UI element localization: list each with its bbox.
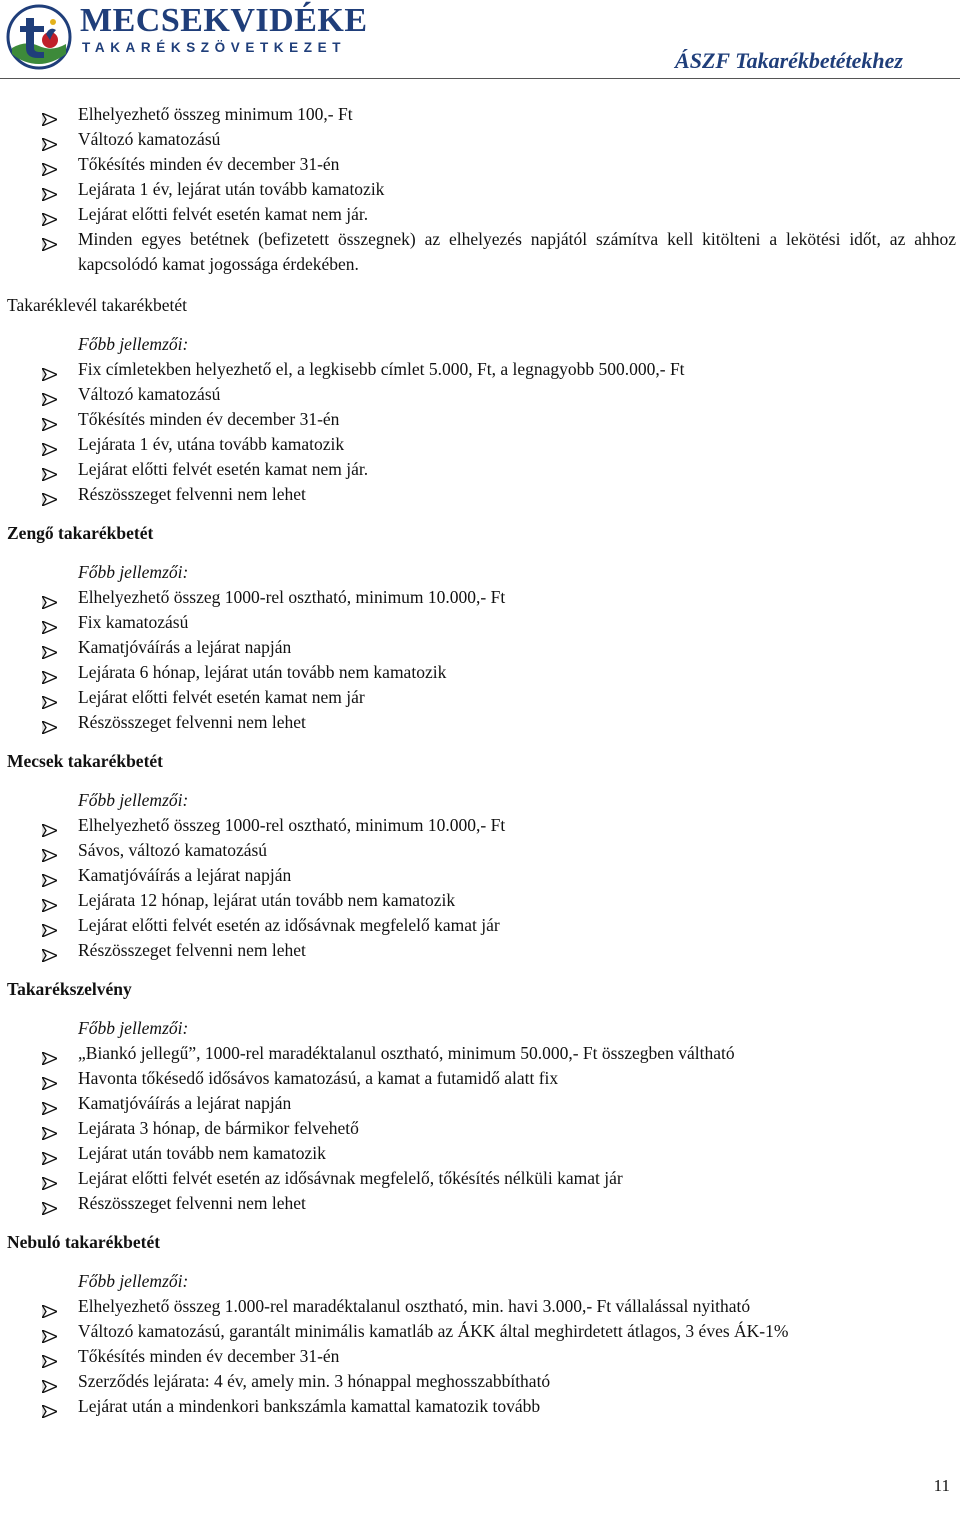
arrowhead-bullet-icon (42, 1325, 57, 1338)
list-item-text: Lejárat előtti felvét esetén kamat nem jár. (78, 459, 369, 479)
section-title: Mecsek takarékbetét (7, 751, 163, 771)
section (0, 977, 960, 1216)
list-item-text: Részösszeget felvenni nem lehet (78, 484, 306, 504)
arrowhead-bullet-icon (42, 1097, 57, 1110)
arrowhead-bullet-icon (42, 944, 57, 957)
arrowhead-bullet-icon (42, 388, 57, 401)
section-title: Takarékszelvény (7, 979, 132, 999)
arrowhead-bullet-icon (42, 666, 57, 679)
arrowhead-bullet-icon (42, 1122, 57, 1135)
list-item-text: Lejárat előtti felvét esetén az idősávnak megfelelő kamat jár (78, 915, 500, 935)
list-item-text: Fix kamatozású (78, 612, 189, 632)
arrowhead-bullet-icon (42, 844, 57, 857)
list-item-text: Lejárat előtti felvét esetén kamat nem jár (78, 687, 365, 707)
header-divider (0, 78, 960, 79)
list-item (0, 1141, 960, 1166)
arrowhead-bullet-icon (42, 233, 57, 246)
list-item-text: Tőkésítés minden év december 31-én (78, 409, 340, 429)
list-item (0, 357, 960, 382)
list-item (0, 457, 960, 482)
arrowhead-bullet-icon (42, 616, 57, 629)
list-item (0, 1319, 960, 1344)
list-item (0, 1066, 960, 1091)
arrowhead-bullet-icon (42, 1072, 57, 1085)
list-item (0, 710, 960, 735)
list-item-text: Részösszeget felvenni nem lehet (78, 1193, 306, 1213)
arrowhead-bullet-icon (42, 819, 57, 832)
list-item-text: Kamatjóváírás a lejárat napján (78, 865, 292, 885)
arrowhead-bullet-icon (42, 591, 57, 604)
list-item-text: Változó kamatozású (78, 384, 221, 404)
document-title: ÁSZF Takarékbetétekhez (675, 48, 903, 73)
list-item-text: Változó kamatozású (78, 129, 221, 149)
arrowhead-bullet-icon (42, 158, 57, 171)
list-item-text: Kamatjóváírás a lejárat napján (78, 637, 292, 657)
list-item (0, 432, 960, 457)
list-item (0, 938, 960, 963)
list-item-text: Minden egyes betétnek (befizetett összegnek) az elhelyezés napjától számítva kell kitölteni a lekötési időt, az ahhoz kapcsolódó kamat jogossága érdekében. (78, 229, 956, 274)
list-item-text: Lejárat előtti felvét esetén az idősávnak megfelelő, tőkésítés nélküli kamat jár (78, 1168, 623, 1188)
brand-name: MECSEKVIDÉKE (80, 2, 368, 39)
list-item (0, 1166, 960, 1191)
section-subheading: Főbb jellemzői: (78, 1271, 189, 1291)
list-item-text: Fix címletekben helyezhető el, a legkisebb címlet 5.000, Ft, a legnagyobb 500.000,- Ft (78, 359, 685, 379)
list-item (0, 1369, 960, 1394)
list-item-text: Tőkésítés minden év december 31-én (78, 1346, 340, 1366)
list-item (0, 863, 960, 888)
section-title: Zengő takarékbetét (7, 523, 154, 543)
section-subheading: Főbb jellemzői: (78, 562, 189, 582)
feature-list (0, 1294, 960, 1419)
list-item-text: Kamatjóváírás a lejárat napján (78, 1093, 292, 1113)
section (0, 749, 960, 963)
list-item (0, 152, 960, 177)
list-item-text: „Biankó jellegű”, 1000-rel maradéktalanul osztható, minimum 50.000,- Ft összegben váltható (78, 1043, 735, 1063)
list-item (0, 407, 960, 432)
list-item (0, 913, 960, 938)
list-item-text: Lejárat után a mindenkori bankszámla kamattal kamatozik tovább (78, 1396, 541, 1416)
list-item-text: Lejárata 1 év, lejárat után tovább kamatozik (78, 179, 385, 199)
list-item-text: Lejárata 12 hónap, lejárat után tovább nem kamatozik (78, 890, 456, 910)
list-item (0, 102, 960, 127)
section-title: Takaréklevél takarékbetét (7, 295, 187, 315)
list-item (0, 177, 960, 202)
list-item (0, 1191, 960, 1216)
feature-list (0, 1041, 960, 1216)
arrowhead-bullet-icon (42, 438, 57, 451)
list-item (0, 1394, 960, 1419)
list-item (0, 635, 960, 660)
list-item-text: Lejárata 6 hónap, lejárat után tovább nem kamatozik (78, 662, 447, 682)
arrowhead-bullet-icon (42, 1172, 57, 1185)
list-item-text: Lejárat után tovább nem kamatozik (78, 1143, 326, 1163)
arrowhead-bullet-icon (42, 919, 57, 932)
list-item (0, 227, 960, 277)
list-item (0, 685, 960, 710)
arrowhead-bullet-icon (42, 691, 57, 704)
list-item-text: Elhelyezhető összeg 1.000-rel maradéktalanul osztható, min. havi 3.000,- Ft vállalással nyitható (78, 1296, 751, 1316)
list-item-text: Elhelyezhető összeg minimum 100,- Ft (78, 104, 353, 124)
feature-list (0, 813, 960, 963)
list-item-text: Tőkésítés minden év december 31-én (78, 154, 340, 174)
list-item (0, 1116, 960, 1141)
section (0, 521, 960, 735)
list-item (0, 838, 960, 863)
list-item-text: Részösszeget felvenni nem lehet (78, 940, 306, 960)
list-item (0, 660, 960, 685)
list-item-text: Elhelyezhető összeg 1000-rel osztható, minimum 10.000,- Ft (78, 815, 506, 835)
arrowhead-bullet-icon (42, 1197, 57, 1210)
feature-list (0, 585, 960, 735)
arrowhead-bullet-icon (42, 413, 57, 426)
feature-list (0, 357, 960, 507)
section-subheading: Főbb jellemzői: (78, 334, 189, 354)
list-item-text: Lejárata 1 év, utána tovább kamatozik (78, 434, 345, 454)
list-item-text: Lejárat előtti felvét esetén kamat nem jár. (78, 204, 369, 224)
arrowhead-bullet-icon (42, 1400, 57, 1413)
list-item (0, 382, 960, 407)
arrowhead-bullet-icon (42, 488, 57, 501)
intro-list (0, 102, 960, 277)
list-item-text: Változó kamatozású, garantált minimális kamatláb az ÁKK által meghirdetett átlagos, 3 éves ÁK-1% (78, 1321, 789, 1341)
list-item (0, 610, 960, 635)
list-item (0, 1344, 960, 1369)
section (0, 1230, 960, 1419)
list-item-text: Havonta tőkésedő idősávos kamatozású, a kamat a futamidő alatt fix (78, 1068, 559, 1088)
brand-subtitle: TAKARÉKSZÖVETKEZET (82, 40, 347, 55)
list-item-text: Szerződés lejárata: 4 év, amely min. 3 hónappal meghosszabbítható (78, 1371, 551, 1391)
arrowhead-bullet-icon (42, 463, 57, 476)
list-item (0, 1091, 960, 1116)
section (0, 293, 960, 507)
mecsekvideke-logo-icon (6, 4, 72, 70)
document-body (0, 102, 960, 1419)
list-item-text: Lejárata 3 hónap, de bármikor felvehető (78, 1118, 359, 1138)
section-subheading: Főbb jellemzői: (78, 1018, 189, 1038)
arrowhead-bullet-icon (42, 641, 57, 654)
section-subheading: Főbb jellemzői: (78, 790, 189, 810)
section-title: Nebuló takarékbetét (7, 1232, 161, 1252)
arrowhead-bullet-icon (42, 1375, 57, 1388)
arrowhead-bullet-icon (42, 1047, 57, 1060)
arrowhead-bullet-icon (42, 108, 57, 121)
page-number: 11 (933, 1476, 950, 1495)
sections-container (0, 293, 960, 1419)
list-item (0, 1041, 960, 1066)
list-item (0, 888, 960, 913)
arrowhead-bullet-icon (42, 183, 57, 196)
list-item (0, 585, 960, 610)
arrowhead-bullet-icon (42, 1350, 57, 1363)
arrowhead-bullet-icon (42, 208, 57, 221)
arrowhead-bullet-icon (42, 869, 57, 882)
list-item-text: Elhelyezhető összeg 1000-rel osztható, minimum 10.000,- Ft (78, 587, 506, 607)
list-item (0, 1294, 960, 1319)
list-item-text: Részösszeget felvenni nem lehet (78, 712, 306, 732)
arrowhead-bullet-icon (42, 716, 57, 729)
arrowhead-bullet-icon (42, 133, 57, 146)
arrowhead-bullet-icon (42, 363, 57, 376)
list-item-text: Sávos, változó kamatozású (78, 840, 268, 860)
list-item (0, 813, 960, 838)
arrowhead-bullet-icon (42, 1147, 57, 1160)
arrowhead-bullet-icon (42, 1300, 57, 1313)
list-item (0, 127, 960, 152)
arrowhead-bullet-icon (42, 894, 57, 907)
list-item (0, 202, 960, 227)
page-header (0, 0, 960, 80)
list-item (0, 482, 960, 507)
